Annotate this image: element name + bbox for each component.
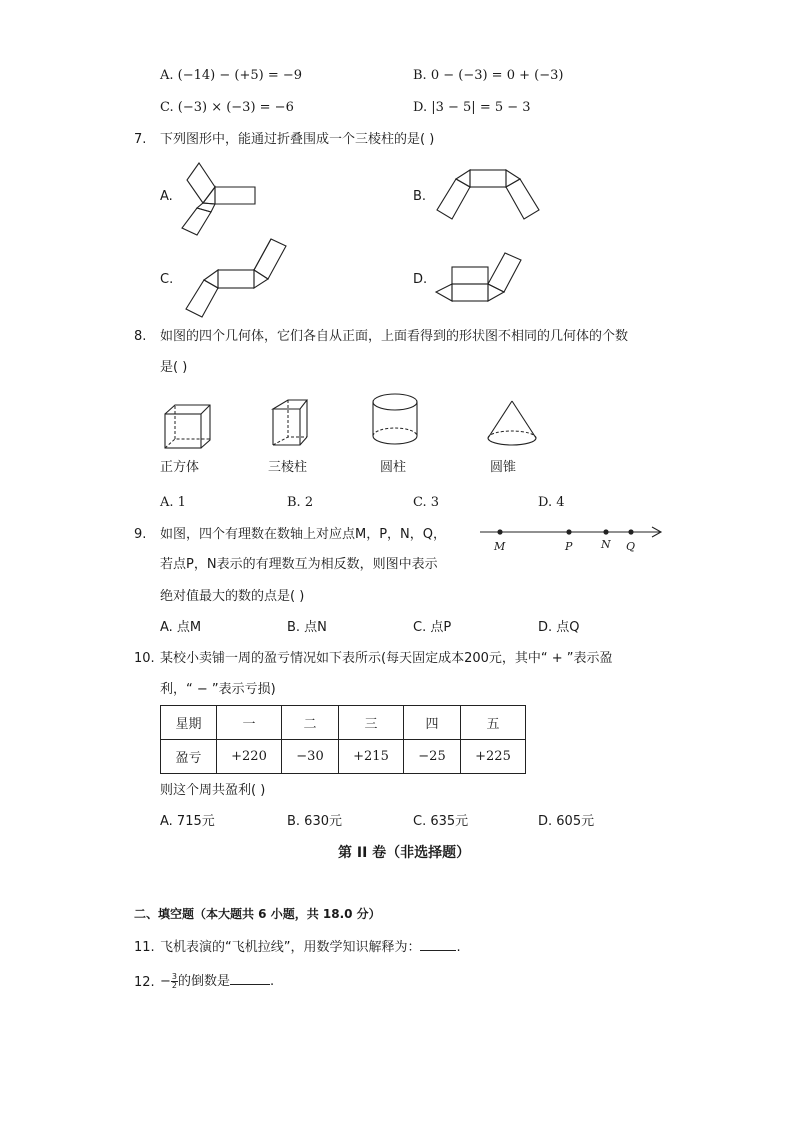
q8-cylinder-figure [368,392,423,450]
q9-number: 9. [134,527,147,542]
q8-triangular-prism-figure [268,397,313,452]
q10-question-line1: 某校小卖铺一周的盈亏情况如下表所示(每天固定成本200元，其中“ + ”表示盈 [160,651,613,666]
table-cell: +215 [339,740,404,774]
table-row [161,740,526,774]
part-2-title: 第 II 卷（非选择题） [338,845,471,861]
q7-label-b: B. [413,189,427,204]
q8-option-b: B. 2 [287,495,314,510]
q8-label-cube: 正方体 [160,460,200,475]
q8-label-cylinder: 圆柱 [380,460,407,475]
q11-answer-blank[interactable] [420,950,456,951]
q12-fraction-denominator: 2 [171,981,177,990]
q10-option-a: A. 715元 [160,814,215,829]
q8-option-a: A. 1 [160,495,186,510]
q12-fraction-numerator: 3 [171,972,177,981]
q8-label-prism: 三棱柱 [268,460,308,475]
q8-cube-figure [160,402,215,452]
q9-point-n-dot [603,529,608,534]
q8-option-c: C. 3 [413,495,440,510]
q8-number: 8. [134,329,147,344]
q9-option-b: B. 点N [287,620,327,635]
table-cell: 四 [404,706,461,740]
q10-question-line2: 利，“ − ”表示亏损) [160,682,276,697]
section-2-heading: 二、填空题（本大题共 6 小题，共 18.0 分） [134,907,381,921]
q7-figure-c [180,237,295,322]
q7-label-a: A. [160,189,173,204]
q12-number: 12. [134,975,155,990]
q12-answer-blank[interactable] [230,984,270,985]
q10-question-text: 则这个周共盈利( ) [160,783,266,798]
q7-label-d: D. [413,272,428,287]
table-cell: 二 [282,706,339,740]
q11-number: 11. [134,940,155,955]
q10-number: 10. [134,651,155,666]
q6-option-a: A. (−14) − (+5) = −9 [160,68,303,83]
table-header-row [161,706,526,740]
q6-option-d: D. |3 − 5| = 5 − 3 [413,100,531,115]
table-cell: 盈亏 [161,740,217,774]
q6-option-c: C. (−3) × (−3) = −6 [160,100,294,115]
table-cell: +220 [217,740,282,774]
table-cell: 一 [217,706,282,740]
q7-label-c: C. [160,272,174,287]
q10-profit-table [160,705,526,774]
q9-number-line [480,524,665,560]
q7-question-text: 下列图形中，能通过折叠围成一个三棱柱的是( ) [160,132,435,147]
table-cell: 三 [339,706,404,740]
q12-question-text: 的倒数是 [178,974,231,989]
q9-option-c: C. 点P [413,620,452,635]
q12-question [160,969,274,995]
q8-question-line2: 是( ) [160,360,188,375]
q9-point-q-dot [628,529,633,534]
q9-question-line2: 若点P，N表示的有理数互为相反数，则图中表示 [160,557,438,572]
q9-question-line3: 绝对值最大的数的点是( ) [160,589,305,604]
q11-question [160,941,461,954]
table-cell: +225 [461,740,526,774]
q12-fraction [171,973,178,990]
q9-point-n-label: N [601,538,611,551]
q8-cone-figure [484,398,544,450]
q8-option-d: D. 4 [538,495,565,510]
q12-minus-sign: − [160,974,171,989]
q10-option-c: C. 635元 [413,814,469,829]
table-cell: 五 [461,706,526,740]
q9-question-line1: 如图，四个有理数在数轴上对应点M，P，N，Q， [160,527,447,542]
table-cell: −30 [282,740,339,774]
q11-period: . [456,940,461,955]
q9-option-d: D. 点Q [538,620,580,635]
q6-option-b: B. 0 − (−3) = 0 + (−3) [413,68,564,83]
q9-point-m-label: M [494,540,506,553]
q9-point-q-label: Q [626,540,636,553]
q7-figure-b [432,165,542,225]
table-cell: 星期 [161,706,217,740]
q11-question-text: 飞机表演的“飞机拉线”，用数学知识解释为： [160,940,421,955]
q9-point-p-dot [566,529,571,534]
table-cell: −25 [404,740,461,774]
q7-figure-a [175,160,275,240]
q9-point-p-label: P [565,540,573,553]
q9-option-a: A. 点M [160,620,202,635]
q12-period: . [270,974,275,989]
q10-option-b: B. 630元 [287,814,342,829]
q8-question-line1: 如图的四个几何体，它们各自从正面，上面看得到的形状图不相同的几何体的个数 [160,329,629,344]
q10-option-d: D. 605元 [538,814,595,829]
q7-figure-d [432,252,532,307]
q7-number: 7. [134,132,147,147]
q8-label-cone: 圆锥 [490,460,517,475]
q9-point-m-dot [497,529,502,534]
